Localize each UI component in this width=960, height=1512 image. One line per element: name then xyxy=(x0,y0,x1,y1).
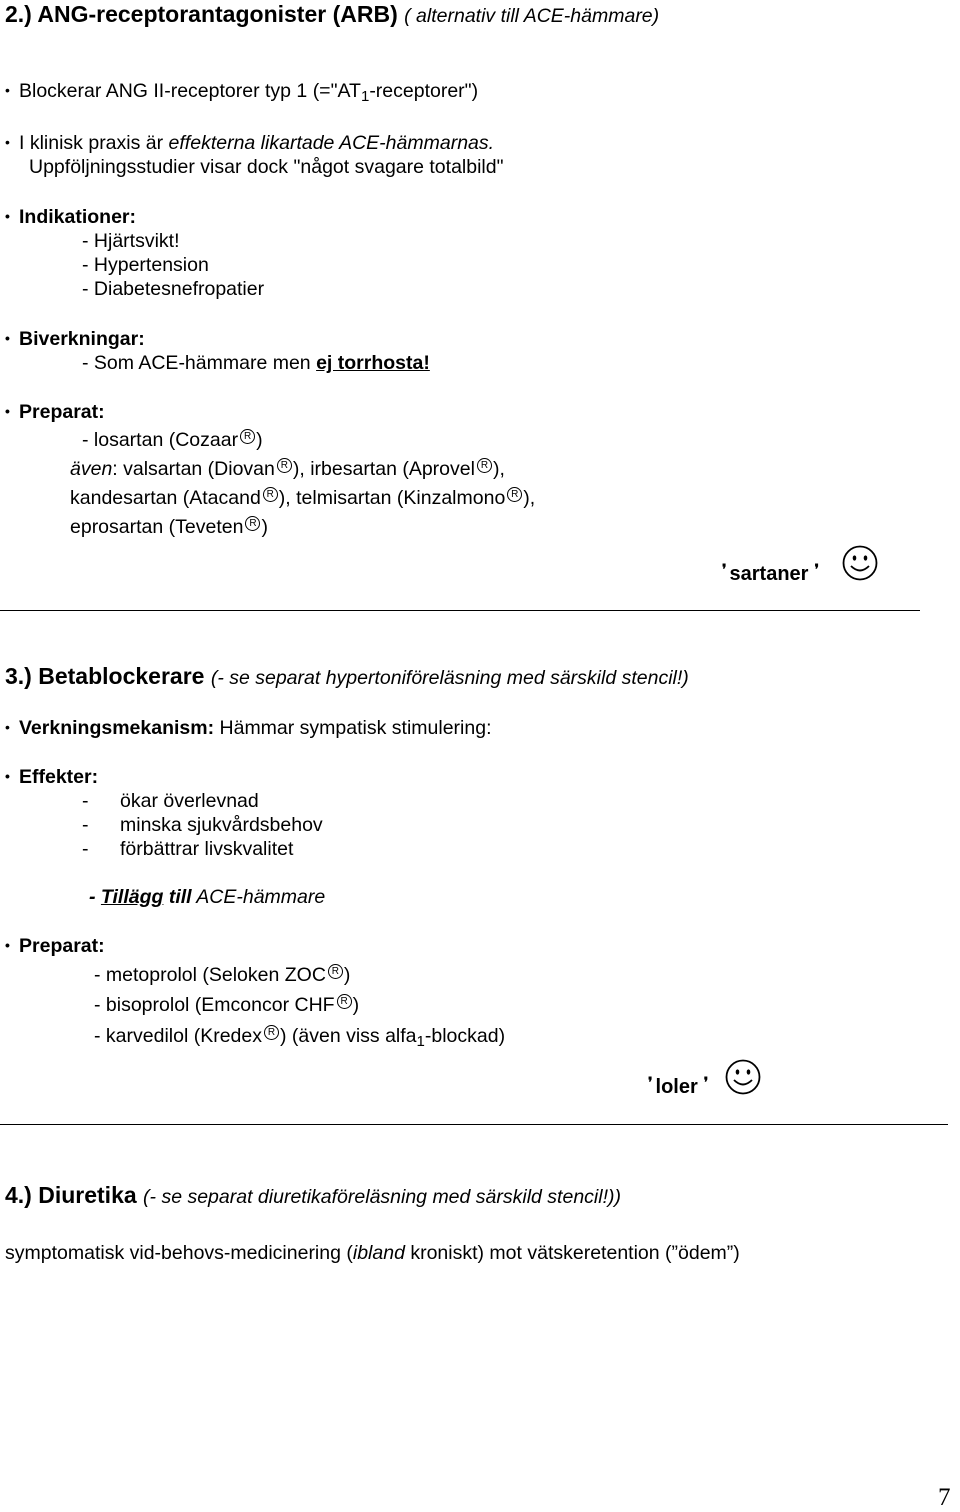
preparat-heading-arb xyxy=(5,400,105,425)
smiley-face-icon xyxy=(842,545,878,581)
open-quote-mark: ❜ xyxy=(648,1074,653,1090)
bullet-text-italic: effekterna likartade ACE-hämmarnas. xyxy=(168,132,495,154)
drug-text: - losartan (Cozaar xyxy=(82,429,239,451)
bullet-text: I klinisk praxis är xyxy=(19,132,169,154)
bullet-dot-icon: • xyxy=(5,402,10,419)
section-4-title-note: (- se separat diuretikaföreläsning med särskild stencil!)) xyxy=(143,1186,621,1208)
section-3-title: 3.) Betablockerare xyxy=(5,663,205,689)
drug-text: - bisoprolol (Emconcor CHF xyxy=(94,994,335,1016)
drug-text: ) (även viss alfa xyxy=(279,1025,417,1047)
preparat-label: Preparat: xyxy=(19,401,105,423)
aven-italic: även xyxy=(70,458,113,480)
verkningsmekanism-text: Hämmar sympatisk stimulering: xyxy=(214,717,492,739)
bullet-dot-icon: • xyxy=(5,767,10,784)
preparat-bisoprolol xyxy=(94,993,359,1017)
effekt-item xyxy=(82,837,294,861)
drug-text-end: ) xyxy=(343,964,351,986)
bullet-text-end: -receptorer") xyxy=(369,80,479,102)
sartaner-text: sartaner xyxy=(729,563,809,585)
biverkningar-label: Biverkningar: xyxy=(19,328,145,350)
section-4-heading xyxy=(5,1181,621,1211)
close-quote-mark: ❜ xyxy=(703,1074,709,1090)
tillagg-till: till xyxy=(163,886,192,908)
loler-label xyxy=(648,1070,708,1099)
preparat-label: Preparat: xyxy=(19,935,105,957)
effekt-dash: - xyxy=(82,814,89,836)
bullet-dot-icon: • xyxy=(5,207,10,224)
effekter-heading xyxy=(5,765,98,790)
drug-text: : valsartan (Diovan xyxy=(112,458,275,480)
section-2-title: 2.) ANG-receptorantagonister (ARB) xyxy=(5,1,398,27)
subscript: 1 xyxy=(360,88,370,105)
effekt-dash: - xyxy=(82,790,89,812)
tillagg-rest: ACE-hämmare xyxy=(191,886,326,908)
section-2-title-note: ( alternativ till ACE-hämmare) xyxy=(404,5,660,27)
klinisk-praxis-line2: Uppföljningsstudier visar dock "något svagare totalbild" xyxy=(29,156,504,178)
biverkning-text: - Som ACE-hämmare men xyxy=(82,352,317,374)
preparat-metoprolol xyxy=(94,963,350,987)
bullet-dot-icon: • xyxy=(5,81,10,98)
drug-text-end: ), xyxy=(523,487,536,509)
bullet-dot-icon: • xyxy=(5,718,10,735)
page-number: 7 xyxy=(938,1484,951,1511)
preparat-kandesartan-line xyxy=(70,486,535,510)
diuretika-text-italic: ibland xyxy=(352,1242,405,1264)
effekt-text: förbättrar livskvalitet xyxy=(120,838,294,860)
effekt-text: minska sjukvårdsbehov xyxy=(120,814,323,836)
bullet-blockerar xyxy=(5,79,478,109)
effekter-label: Effekter: xyxy=(19,766,99,788)
tillagg-dash: - xyxy=(89,886,101,908)
registered-mark-icon: R xyxy=(477,458,492,473)
registered-mark-icon: R xyxy=(337,994,352,1009)
sartaner-label xyxy=(722,557,819,586)
registered-mark-icon: R xyxy=(264,1025,279,1040)
smiley-face-icon xyxy=(725,1059,761,1095)
indikation-item: - Hypertension xyxy=(82,254,209,276)
drug-text-end: ), xyxy=(492,458,505,480)
bullet-dot-icon: • xyxy=(5,329,10,346)
divider xyxy=(0,610,920,611)
drug-text: eprosartan (Teveten xyxy=(70,516,244,538)
drug-text: ), irbesartan (Aprovel xyxy=(292,458,475,480)
bullet-dot-icon: • xyxy=(5,936,10,953)
section-3-title-note: (- se separat hypertoniföreläsning med särskild stencil!) xyxy=(210,667,689,689)
drug-text-end: ) xyxy=(261,516,268,538)
tillagg-underlined: Tillägg xyxy=(100,886,164,908)
preparat-eprosartan-line xyxy=(70,515,268,539)
divider xyxy=(0,1124,948,1125)
bullet-text: Blockerar ANG II-receptorer typ 1 (="AT xyxy=(19,80,361,102)
preparat-karvedilol xyxy=(94,1024,505,1054)
drug-text: - metoprolol (Seloken ZOC xyxy=(94,964,326,986)
tillagg-line xyxy=(89,885,325,909)
section-2-heading xyxy=(5,0,659,30)
registered-mark-icon: R xyxy=(328,964,343,979)
diuretika-text-pre: symptomatisk vid-behovs-medicinering ( xyxy=(5,1242,353,1264)
indikationer-label: Indikationer: xyxy=(19,206,137,228)
drug-text: - karvedilol (Kredex xyxy=(94,1025,262,1047)
close-quote-mark: ❜ xyxy=(814,561,819,577)
registered-mark-icon: R xyxy=(507,487,522,502)
effekt-dash: - xyxy=(82,838,89,860)
subscript: 1 xyxy=(416,1033,425,1050)
diuretika-text-post: kroniskt) mot vätskeretention (”ödem”) xyxy=(404,1242,740,1264)
registered-mark-icon: R xyxy=(245,516,260,531)
section-4-title: 4.) Diuretika xyxy=(5,1182,137,1208)
drug-text-end: ) xyxy=(256,429,263,451)
indikation-item: - Diabetesnefropatier xyxy=(82,278,265,300)
preparat-heading-beta xyxy=(5,934,105,959)
loler-text: loler xyxy=(655,1076,698,1098)
verkningsmekanism-line xyxy=(5,716,491,741)
biverkning-item xyxy=(82,351,430,375)
effekt-text: ökar överlevnad xyxy=(120,790,259,812)
indikation-item: - Hjärtsvikt! xyxy=(82,230,180,252)
effekt-item xyxy=(82,813,323,837)
effekt-item xyxy=(82,789,259,813)
preparat-valsartan-line xyxy=(70,457,505,481)
verkningsmekanism-label: Verkningsmekanism: xyxy=(19,717,215,739)
registered-mark-icon: R xyxy=(240,429,255,444)
bullet-klinisk-praxis xyxy=(5,131,494,156)
indikationer-heading xyxy=(5,205,136,230)
bullet-dot-icon: • xyxy=(5,133,10,150)
diuretika-text xyxy=(5,1241,740,1265)
registered-mark-icon: R xyxy=(263,487,278,502)
drug-text-end: -blockad) xyxy=(424,1025,506,1047)
section-3-heading xyxy=(5,662,689,692)
drug-text-end: ) xyxy=(352,994,360,1016)
preparat-losartan xyxy=(82,428,263,452)
registered-mark-icon: R xyxy=(277,458,292,473)
drug-text: kandesartan (Atacand xyxy=(70,487,261,509)
biverkningar-heading xyxy=(5,327,145,352)
drug-text: ), telmisartan (Kinzalmono xyxy=(278,487,506,509)
biverkning-emphasis: ej torrhosta! xyxy=(316,352,430,374)
open-quote-mark: ❜ xyxy=(722,561,727,577)
